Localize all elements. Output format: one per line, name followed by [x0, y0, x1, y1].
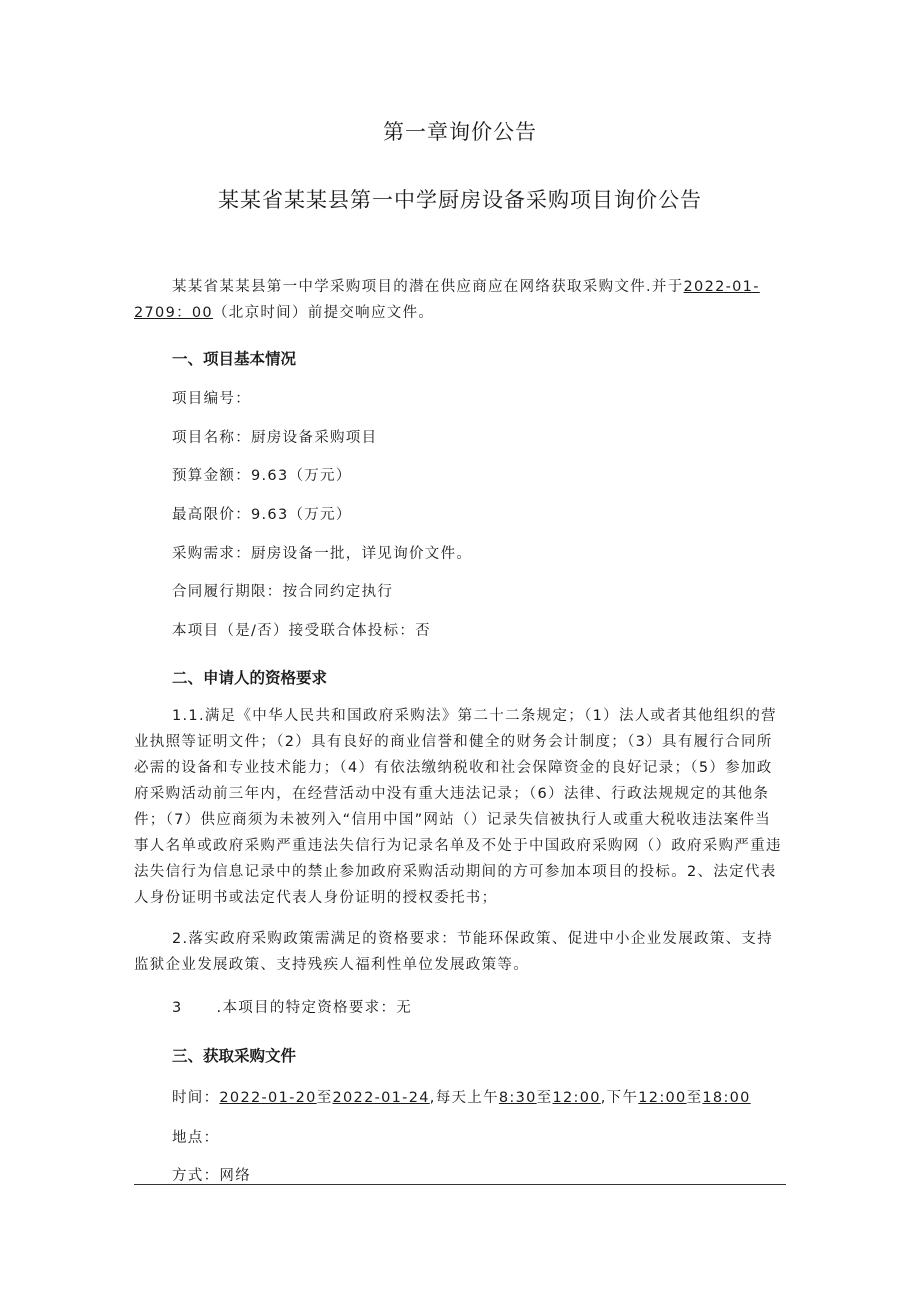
project-name: 项目名称：厨房设备采购项目 — [172, 430, 378, 446]
daily-am-label: ,每天上午 — [429, 1090, 499, 1106]
max-price-label: 最高限价： — [172, 507, 251, 523]
bottom-divider — [134, 1184, 786, 1185]
am-end: 12:00 — [552, 1090, 601, 1106]
budget-amount — [172, 464, 352, 485]
to-2: 至 — [536, 1090, 553, 1106]
section2-heading: 二、申请人的资格要求 — [172, 669, 328, 687]
project-number: 项目编号： — [172, 391, 251, 407]
acquisition-time — [172, 1086, 751, 1107]
max-price-value: 9.63 — [251, 507, 289, 523]
consortium-bid: 本项目（是/否）接受联合体投标：否 — [172, 623, 431, 639]
pm-end: 18:00 — [702, 1090, 751, 1106]
max-price — [172, 503, 352, 524]
notice-title: 某某省某某县第一中学厨房设备采购项目询价公告 — [218, 188, 702, 212]
contract-period: 合同履行期限：按合同约定执行 — [172, 584, 394, 600]
intro-suffix: （北京时间）前提交响应文件。 — [212, 305, 435, 321]
acquisition-place: 地点： — [172, 1130, 220, 1146]
max-price-unit: （万元） — [288, 507, 352, 523]
budget-value: 9.63 — [251, 468, 289, 484]
pm-start: 12:00 — [638, 1090, 687, 1106]
time-label: 时间： — [172, 1090, 220, 1106]
to-1: 至 — [316, 1090, 333, 1106]
qualification-item-2: 2.落实政府采购政策需满足的资格要求：节能环保政策、促进中小企业发展政策、支持监狱企业发展政策、支持残疾人福利性单位发展政策等。 — [134, 931, 774, 973]
to-3: 至 — [686, 1090, 703, 1106]
pm-label: ,下午 — [600, 1090, 639, 1106]
acquisition-method: 方式：网络 — [172, 1168, 251, 1184]
item3-number: 3 — [172, 1000, 183, 1016]
deadline-time: ：00 — [176, 305, 213, 321]
end-date: 2022-01-24 — [332, 1090, 430, 1106]
section3-heading: 三、获取采购文件 — [172, 1047, 297, 1065]
deadline-date: 2022-01-2709 — [134, 279, 760, 321]
budget-label: 预算金额： — [172, 468, 251, 484]
qualification-item-1: 1.1.满足《中华人民共和国政府采购法》第二十二条规定；（1）法人或者其他组织的营业执照等证明文件；（2）具有良好的商业信誉和健全的财务会计制度；（3）具有履行合同所必需的设备和专业技术能力；（4）有依法缴纳税收和社会保障资金的良好记录；（5）参加政府采购活动前三年内，在经营活动中没有重大违法记录；（6）法律、行政法规规定的其他条件；（7）供应商须为未被列入“信用中国”网站（）记录失信被执行人或重大税收违法案件当事人名单或政府采购严重违法失信行为记录名单及不处于中国政府采购网（）政府采购严重违法失信行为信息记录中的禁止参加政府采购活动期间的方可参加本项目的投标。2、法定代表人身份证明书或法定代表人身份证明的授权委托书； — [134, 708, 782, 906]
item3-text: .本项目的特定资格要求：无 — [216, 1000, 413, 1016]
start-date: 2022-01-20 — [219, 1090, 317, 1106]
intro-text: 某某省某某县第一中学采购项目的潜在供应商应在网络获取采购文件.并于 — [172, 279, 684, 295]
chapter-title: 第一章询价公告 — [383, 120, 537, 144]
budget-unit: （万元） — [288, 468, 352, 484]
intro-paragraph — [134, 274, 784, 326]
qualification-item-3 — [172, 996, 412, 1017]
procurement-requirement: 采购需求：厨房设备一批，详见询价文件。 — [172, 546, 473, 562]
section1-heading: 一、项目基本情况 — [172, 350, 297, 368]
am-start: 8:30 — [498, 1090, 537, 1106]
